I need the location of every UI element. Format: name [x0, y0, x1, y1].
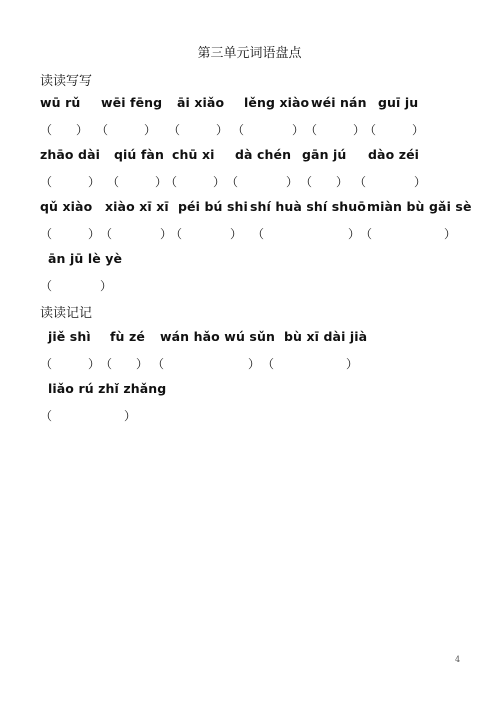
answer-bracket: （ ） — [364, 123, 425, 137]
answer-bracket: （ ） — [170, 227, 243, 241]
answer-bracket-row — [0, 407, 499, 425]
pinyin-item: zhāo dài — [40, 147, 101, 162]
answer-bracket: （ ） — [40, 175, 101, 189]
answer-bracket: （ ） — [354, 175, 427, 189]
answer-bracket: （ ） — [262, 357, 359, 371]
pinyin-row — [0, 251, 499, 269]
pinyin-item: jiě shì — [48, 329, 91, 344]
answer-bracket-row — [0, 225, 499, 243]
pinyin-item: wán hǎo wú sǔn — [160, 329, 275, 344]
pinyin-row — [0, 95, 499, 113]
pinyin-row — [0, 199, 499, 217]
pinyin-item: péi bú shi — [178, 199, 248, 214]
answer-bracket: （ ） — [232, 123, 305, 137]
answer-bracket: （ ） — [40, 227, 101, 241]
pinyin-item: āi xiǎo — [177, 95, 225, 110]
answer-bracket: （ ） — [152, 357, 261, 371]
pinyin-item: ān jū lè yè — [48, 251, 123, 266]
answer-bracket: （ ） — [252, 227, 361, 241]
pinyin-row — [0, 147, 499, 165]
answer-bracket: （ ） — [168, 123, 229, 137]
section-heading-read-remember: 读读记记 — [40, 306, 93, 321]
answer-bracket: （ ） — [165, 175, 226, 189]
pinyin-item: wēi fēng — [101, 95, 163, 110]
answer-bracket-row — [0, 121, 499, 139]
pinyin-item: lěng xiào — [244, 95, 310, 110]
pinyin-item: miàn bù gǎi sè — [367, 199, 472, 214]
answer-bracket: （ ） — [96, 123, 157, 137]
pinyin-item: gān jú — [302, 147, 347, 162]
pinyin-item: qiú fàn — [114, 147, 164, 162]
answer-bracket: （ ） — [40, 279, 113, 293]
pinyin-item: guī ju — [378, 95, 419, 110]
answer-bracket-row — [0, 173, 499, 191]
pinyin-item: xiào xī xī — [105, 199, 169, 214]
answer-bracket: （ ） — [100, 357, 149, 371]
pinyin-item: chū xi — [172, 147, 215, 162]
pinyin-item: liǎo rú zhǐ zhǎng — [48, 381, 167, 396]
answer-bracket: （ ） — [40, 357, 101, 371]
page-title: 第三单元词语盘点 — [197, 46, 302, 61]
section-heading-read-write: 读读写写 — [40, 74, 93, 89]
answer-bracket: （ ） — [107, 175, 168, 189]
pinyin-item: bù xī dài jià — [284, 329, 368, 344]
pinyin-item: wū rǔ — [40, 95, 81, 110]
answer-bracket-row — [0, 277, 499, 295]
answer-bracket: （ ） — [300, 175, 349, 189]
pinyin-item: shí huà shí shuō — [250, 199, 366, 214]
pinyin-item: qǔ xiào — [40, 199, 93, 214]
pinyin-item: dào zéi — [368, 147, 420, 162]
answer-bracket: （ ） — [305, 123, 366, 137]
answer-bracket-row — [0, 355, 499, 373]
pinyin-item: dà chén — [235, 147, 292, 162]
pinyin-row — [0, 381, 499, 399]
answer-bracket: （ ） — [360, 227, 457, 241]
answer-bracket: （ ） — [40, 409, 137, 423]
pinyin-item: wéi nán — [311, 95, 367, 110]
pinyin-row — [0, 329, 499, 347]
answer-bracket: （ ） — [100, 227, 173, 241]
pinyin-item: fù zé — [110, 329, 145, 344]
page-number: 4 — [455, 655, 461, 664]
answer-bracket: （ ） — [226, 175, 299, 189]
answer-bracket: （ ） — [40, 123, 89, 137]
